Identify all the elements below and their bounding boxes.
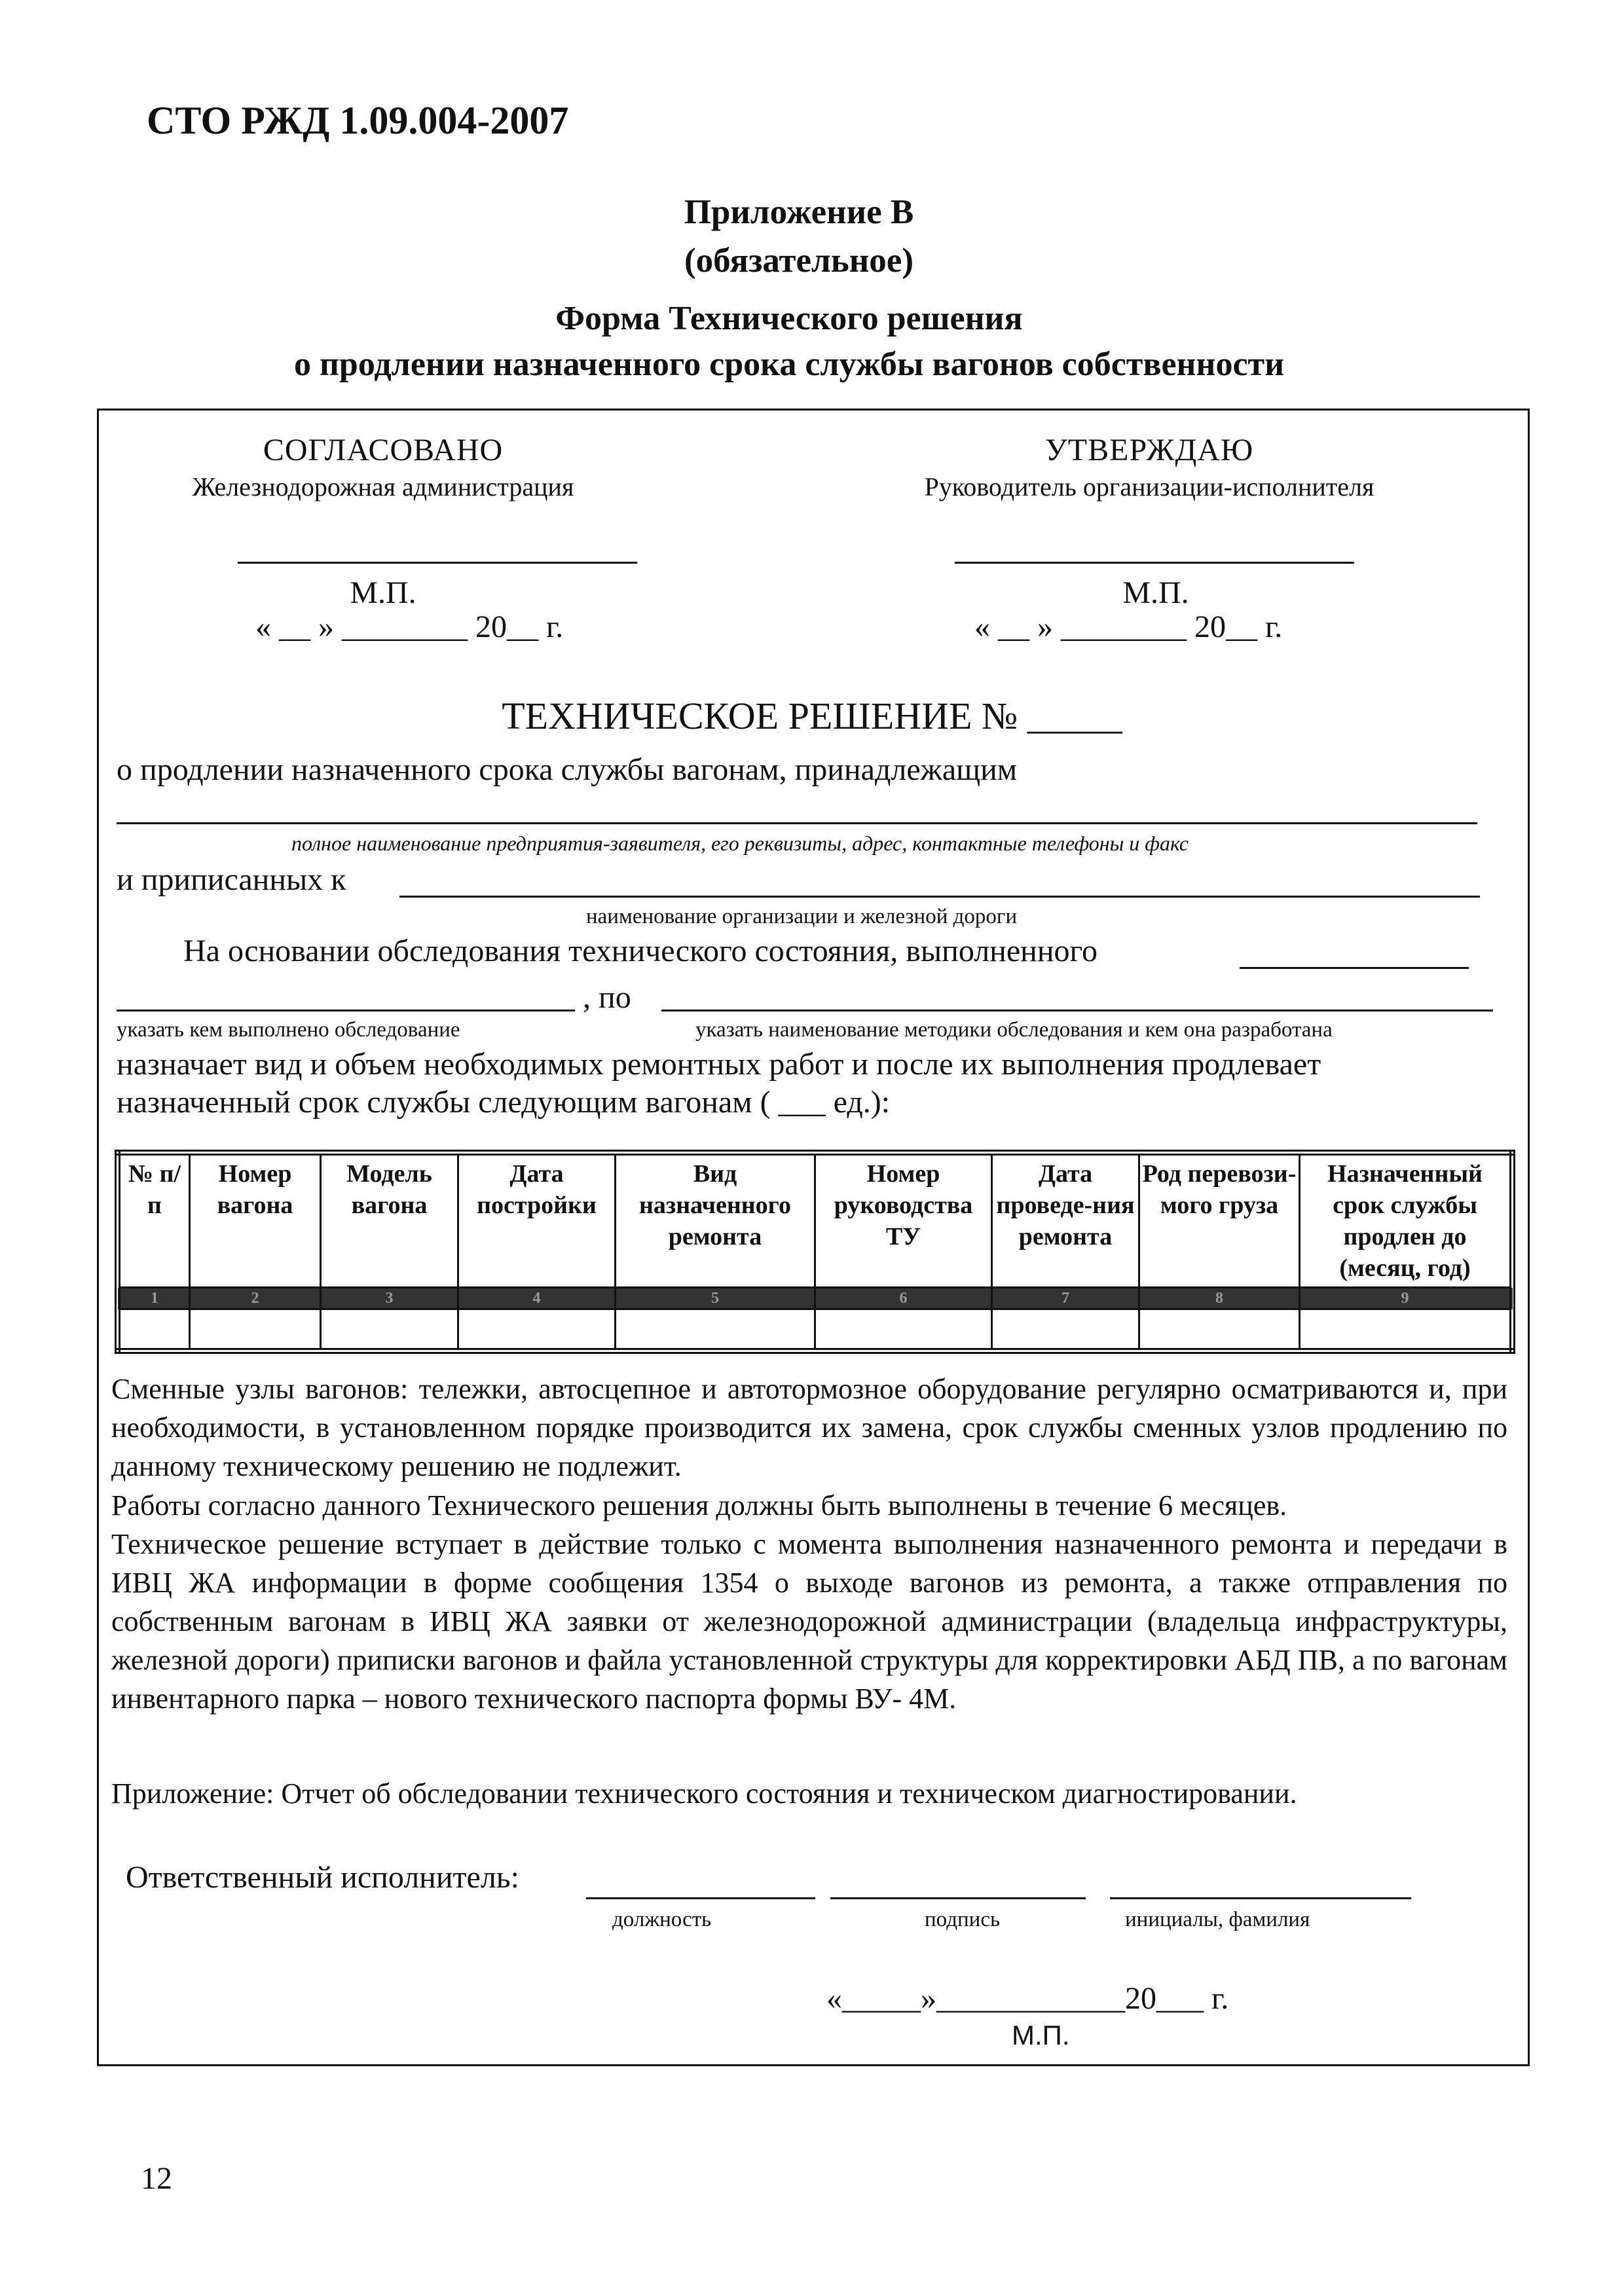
assigns-line2: назначенный срок службы следующим вагонам ( ___ ед.): [117,1085,891,1120]
appendix-status: (обязательное) [684,242,913,280]
approval-left-heading: СОГЛАСОВАНО [263,433,504,467]
responsible-label: Ответственный исполнитель: [126,1860,520,1895]
header-car-model: Модель вагона [321,1153,458,1288]
header-extended-until: Назначенный срок службы продлен до (месяц, год) [1300,1153,1513,1288]
basis-line: На основании обследования технического состояния, выполненного [183,934,1098,968]
approval-right-signature-line[interactable] [955,562,1354,564]
decision-subject-line: о продлении назначенного срока службы вагонам, принадлежащим [117,752,1018,787]
signature-line[interactable] [830,1897,1086,1899]
wagons-table [115,1150,1515,1354]
approval-left-stamp: М.П. [350,575,416,610]
owner-line[interactable] [117,822,1477,824]
assigned-caption: наименование организации и железной дороги [586,905,1018,928]
table-cell[interactable] [992,1309,1139,1351]
approval-right-block [868,432,1431,505]
column-number: 6 [815,1288,992,1309]
approval-left-block [134,432,632,505]
name-line[interactable] [1110,1897,1411,1899]
table-row [118,1309,1513,1351]
appendix-title [589,188,1008,285]
column-number: 3 [321,1288,458,1309]
method-line[interactable] [661,1010,1493,1011]
header-car-number: Номер вагона [190,1153,321,1288]
assigns-line1: назначает вид и объем необходимых ремонтных работ и после их выполнения продлевает [117,1047,1321,1082]
form-title-line2: о продлении назначенного срока службы вагонов собственности [293,346,1285,383]
table-cell[interactable] [815,1309,992,1351]
column-number: 8 [1139,1288,1300,1309]
paragraph-effective: Техническое решение вступает в действие только с момента выполнения назначенного ремонта и передачи в ИВЦ ЖА информации в форме сообщения 1354 о выходе вагонов из ремонта, а также отправления по собственным вагонам в ИВЦ ЖА заявки от железнодорожной администрации (владельца инфраструктуры, железной дороги) приписки вагонов и файла установленной структуры для корректировки АБД ПВ, а по вагонам инвентарного парка – нового технического паспорта формы ВУ- 4М. [111,1528,1507,1715]
assigned-line[interactable] [399,896,1480,898]
header-build-date: Дата постройки [458,1153,616,1288]
table-cell[interactable] [616,1309,815,1351]
paragraph-deadline: Работы согласно данного Технического решения должны быть выполнены в течение 6 месяцев. [111,1489,1287,1522]
basis-fill-line[interactable] [1240,967,1469,969]
column-number: 9 [1300,1288,1513,1309]
signature-date[interactable]: «_____»____________20___ г. [826,1981,1229,2016]
header-cargo-type: Род перевози-мого груза [1139,1153,1300,1288]
approval-left-subheading: Железнодорожная администрация [192,472,574,501]
approval-right-stamp: М.П. [1122,575,1189,610]
owner-caption: полное наименование предприятия-заявителя, его реквизиты, адрес, контактные телефоны и факс [291,831,1189,855]
approval-right-subheading: Руководитель организации-исполнителя [924,472,1375,501]
page-number: 12 [141,2161,172,2196]
table-cell[interactable] [458,1309,616,1351]
form-title [183,296,1395,388]
table-cell[interactable] [1300,1309,1513,1351]
signature-caption: подпись [925,1908,1001,1931]
column-number: 2 [190,1288,321,1309]
header-repair-date: Дата проведе-ния ремонта [992,1153,1139,1288]
name-caption: инициалы, фамилия [1125,1908,1310,1931]
column-number: 1 [118,1288,190,1309]
position-line[interactable] [586,1897,815,1899]
form-title-line1: Форма Технического решения [555,300,1023,337]
column-number: 4 [458,1288,616,1309]
table-cell[interactable] [190,1309,321,1351]
approval-right-date[interactable]: « __ » ________ 20__ г. [974,610,1283,644]
position-caption: должность [612,1908,712,1931]
table-column-numbers-row [118,1288,1513,1309]
column-number: 7 [992,1288,1139,1309]
examiner-caption: указать кем выполнено обследование [117,1018,460,1042]
attachment-line: Приложение: Отчет об обследовании технического состояния и техническом диагностировании. [111,1777,1297,1810]
appendix-label: Приложение В [684,193,914,231]
approval-left-date[interactable]: « __ » ________ 20__ г. [255,610,564,644]
header-manual-number: Номер руководства ТУ [815,1153,992,1288]
assigned-label: и приписанных к [117,862,346,897]
examiner-line[interactable] [117,1010,575,1011]
method-caption: указать наименование методики обследования и кем она разработана [695,1018,1333,1042]
table-cell[interactable] [321,1309,458,1351]
decision-title: ТЕХНИЧЕСКОЕ РЕШЕНИЕ № _____ [502,695,1122,737]
column-number: 5 [616,1288,815,1309]
by-label: , по [583,980,631,1015]
paragraph-replaceable-units: Сменные узлы вагонов: тележки, автосцепное и автотормозное оборудование регулярно осматриваются и, при необходимости, в установленном порядке производится их замена, срок службы сменных узлов продлению по данному техническому решению не подлежит. [111,1373,1507,1482]
table-cell[interactable] [118,1309,190,1351]
table-cell[interactable] [1139,1309,1300,1351]
document-code: СТО РЖД 1.09.004-2007 [147,99,569,142]
approval-right-heading: УТВЕРЖДАЮ [1044,433,1254,467]
approval-left-signature-line[interactable] [238,562,637,564]
header-index: № п/п [118,1153,190,1288]
header-repair-type: Вид назначенного ремонта [616,1153,815,1288]
table-header-row [118,1153,1513,1288]
signature-stamp: М.П. [1012,2020,1070,2050]
